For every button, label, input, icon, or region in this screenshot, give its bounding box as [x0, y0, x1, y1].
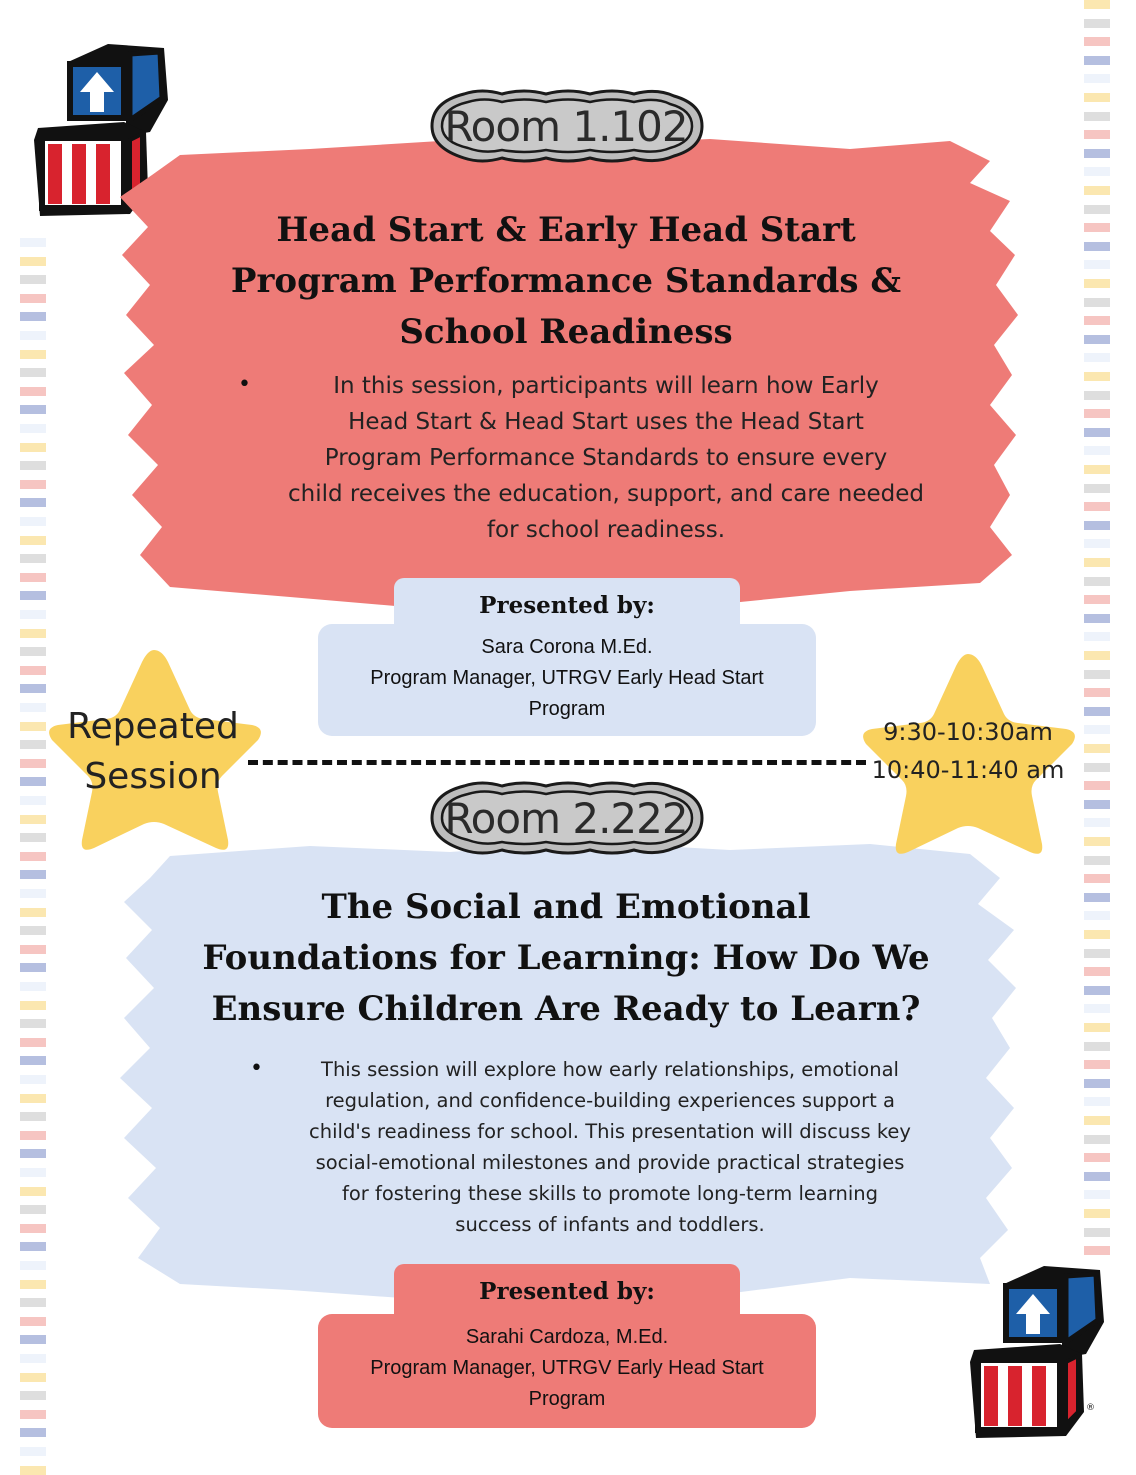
description-line: regulation, and confidence-building experiences support a — [325, 1089, 895, 1112]
stripe-dash — [20, 1428, 46, 1437]
stripe-dash — [1084, 986, 1110, 995]
stripe-dash — [1084, 818, 1110, 827]
stripe-dash — [1084, 1004, 1110, 1013]
repeated-session-text — [58, 702, 248, 802]
stripe-dash — [20, 1280, 46, 1289]
stripe-dash — [1084, 1135, 1110, 1144]
stripe-dash — [20, 1317, 46, 1326]
stripe-dash — [20, 405, 46, 414]
session-divider — [248, 760, 866, 765]
stripe-dash — [20, 238, 46, 247]
stripe-dash — [1084, 1153, 1110, 1162]
session-1-presenter — [318, 624, 816, 736]
stripe-dash — [1084, 186, 1110, 195]
stripe-dash — [1084, 484, 1110, 493]
stripe-dash — [20, 461, 46, 470]
description-line: Head Start & Head Start uses the Head Start — [348, 409, 864, 435]
session-2-description — [250, 1054, 940, 1240]
stripe-dash — [1084, 632, 1110, 641]
session-2-title — [160, 882, 972, 1035]
presenter-name: Sarahi Cardoza, M.Ed. — [465, 1326, 669, 1348]
session-1-title-line: Program Performance Standards & — [230, 261, 902, 301]
description-line: for school readiness. — [486, 517, 726, 543]
stripe-dash — [1084, 1228, 1110, 1237]
stripe-dash — [1084, 149, 1110, 158]
stripe-dash — [20, 275, 46, 284]
stripe-dash — [20, 331, 46, 340]
stripe-dash — [20, 424, 46, 433]
stripe-dash — [20, 1149, 46, 1158]
session-2-presented-by-label: Presented by: — [394, 1264, 740, 1318]
description-line: child receives the education, support, and care needed — [288, 481, 924, 507]
stripe-dash — [20, 1391, 46, 1400]
stripe-dash — [20, 1373, 46, 1382]
description-line: child's readiness for school. This presentation will discuss key — [309, 1120, 911, 1143]
stripe-dash — [1084, 893, 1110, 902]
room-1-badge — [424, 86, 708, 166]
session-1-description-text — [274, 368, 938, 548]
stripe-dash — [1084, 837, 1110, 846]
stripe-dash — [1084, 428, 1110, 437]
stripe-dash — [1084, 1042, 1110, 1051]
stripe-dash — [1084, 688, 1110, 697]
stripe-dash — [20, 1001, 46, 1010]
stripe-dash — [20, 591, 46, 600]
svg-text:®: ® — [1086, 1403, 1095, 1413]
stripe-dash — [1084, 335, 1110, 344]
stripe-dash — [20, 1112, 46, 1121]
session-1-title-line: Head Start & Early Head Start — [276, 210, 856, 250]
stripe-dash — [20, 945, 46, 954]
stripe-dash — [20, 1447, 46, 1456]
stripe-dash — [1084, 725, 1110, 734]
stripe-dash — [1084, 539, 1110, 548]
session-times — [864, 713, 1072, 789]
stripe-dash — [20, 350, 46, 359]
session-1-description — [238, 368, 938, 548]
time-slot-1: 9:30-10:30am — [883, 718, 1053, 746]
stripe-dash — [1084, 446, 1110, 455]
stripe-dash — [1084, 595, 1110, 604]
stripe-dash — [1084, 1246, 1110, 1255]
stripe-dash — [1084, 614, 1110, 623]
stripe-dash — [20, 889, 46, 898]
description-line: In this session, participants will learn how Early — [333, 373, 879, 399]
stripe-dash — [20, 908, 46, 917]
session-2-description-text — [280, 1054, 940, 1240]
stripe-dash — [1084, 279, 1110, 288]
stripe-dash — [1084, 167, 1110, 176]
session-2-title-line: The Social and Emotional — [321, 887, 811, 927]
stripe-dash — [1084, 1116, 1110, 1125]
stripe-dash — [20, 1261, 46, 1270]
stripe-dash — [20, 1019, 46, 1028]
stripe-dash — [1084, 800, 1110, 809]
stripe-dash — [1084, 874, 1110, 883]
stripe-dash — [20, 387, 46, 396]
presenter-role: Program Manager, UTRGV Early Head Start — [370, 667, 764, 689]
repeated-line: Repeated — [67, 706, 239, 747]
stripe-dash — [20, 1335, 46, 1344]
stripe-dash — [20, 517, 46, 526]
stripe-dash — [1084, 1190, 1110, 1199]
stripe-dash — [20, 1205, 46, 1214]
stripe-dash — [20, 443, 46, 452]
stripe-dash — [1084, 223, 1110, 232]
stripe-dash — [1084, 1172, 1110, 1181]
stripe-dash — [1084, 130, 1110, 139]
stripe-dash — [20, 1131, 46, 1140]
presenter-role: Program Manager, UTRGV Early Head Start — [370, 1357, 764, 1379]
stripe-dash — [1084, 967, 1110, 976]
stripe-dash — [1084, 260, 1110, 269]
stripe-dash — [1084, 56, 1110, 65]
stripe-dash — [1084, 74, 1110, 83]
stripe-dash — [1084, 372, 1110, 381]
stripe-dash — [1084, 298, 1110, 307]
bullet-icon: • — [238, 372, 251, 397]
stripe-dash — [1084, 911, 1110, 920]
stripe-dash — [1084, 19, 1110, 28]
description-line: for fostering these skills to promote long-term learning — [341, 1182, 879, 1205]
stripe-dash — [1084, 0, 1110, 9]
stripe-dash — [20, 1168, 46, 1177]
room-1-label: Room 1.102 — [444, 101, 688, 151]
stripe-dash — [20, 926, 46, 935]
stripe-dash — [20, 1298, 46, 1307]
stripe-dash — [1084, 670, 1110, 679]
stripe-dash — [20, 1187, 46, 1196]
stripe-dash — [20, 294, 46, 303]
stripe-dash — [20, 870, 46, 879]
stripe-dash — [20, 610, 46, 619]
stripe-dash — [1084, 1060, 1110, 1069]
stripe-dash — [1084, 409, 1110, 418]
description-line: This session will explore how early relationships, emotional — [321, 1058, 899, 1081]
session-1-title-line: School Readiness — [399, 312, 733, 352]
stripe-dash — [1084, 1209, 1110, 1218]
stripe-dash — [1084, 353, 1110, 362]
description-line: social-emotional milestones and provide practical strategies — [315, 1151, 905, 1174]
stripe-dash — [1084, 577, 1110, 586]
stripe-dash — [20, 554, 46, 563]
stripe-dash — [1084, 1097, 1110, 1106]
stripe-dash — [1084, 949, 1110, 958]
stripe-dash — [20, 963, 46, 972]
stripe-dash — [1084, 781, 1110, 790]
stripe-dash — [1084, 744, 1110, 753]
bullet-icon: • — [250, 1056, 263, 1081]
stripe-dash — [1084, 205, 1110, 214]
description-line: Program Performance Standards to ensure every — [324, 445, 888, 471]
time-slot-2: 10:40-11:40 am — [871, 756, 1065, 784]
stripe-dash — [1084, 112, 1110, 121]
session-2-title-line: Ensure Children Are Ready to Learn? — [211, 989, 921, 1029]
session-2-presenter — [318, 1314, 816, 1428]
stripe-dash — [1084, 856, 1110, 865]
stripe-dash — [1084, 316, 1110, 325]
stripe-dash — [1084, 930, 1110, 939]
description-line: success of infants and toddlers. — [455, 1213, 765, 1236]
stripe-dash — [20, 1038, 46, 1047]
stripe-dash — [1084, 1079, 1110, 1088]
stripe-dash — [1084, 558, 1110, 567]
stripe-dash — [20, 257, 46, 266]
session-line: Session — [84, 756, 222, 797]
session-1-presented-by-label: Presented by: — [394, 578, 740, 632]
stripe-dash — [20, 1242, 46, 1251]
stripe-dash — [20, 573, 46, 582]
presenter-role-cont: Program — [528, 698, 606, 720]
stripe-dash — [1084, 521, 1110, 530]
stripe-dash — [1084, 502, 1110, 511]
stripe-dash — [20, 312, 46, 321]
presenter-role-cont: Program — [528, 1388, 606, 1410]
stripe-dash — [20, 1410, 46, 1419]
stripe-dash — [20, 1056, 46, 1065]
stripe-dash — [1084, 651, 1110, 660]
stripe-dash — [1084, 707, 1110, 716]
stripe-dash — [20, 480, 46, 489]
session-1-title — [160, 205, 972, 358]
stripe-dash — [20, 629, 46, 638]
session-2-title-line: Foundations for Learning: How Do We — [202, 938, 930, 978]
stripe-dash — [1084, 391, 1110, 400]
stripe-dash — [1084, 763, 1110, 772]
room-2-badge — [424, 778, 708, 858]
stripe-dash — [20, 368, 46, 377]
stripe-dash — [1084, 465, 1110, 474]
stripe-dash — [20, 982, 46, 991]
room-2-label: Room 2.222 — [444, 793, 688, 843]
stripe-dash — [20, 1094, 46, 1103]
stripe-dash — [20, 536, 46, 545]
stripe-dash — [20, 1354, 46, 1363]
stripe-dash — [1084, 242, 1110, 251]
right-stripe-border — [1084, 0, 1110, 1474]
stripe-dash — [1084, 1023, 1110, 1032]
stripe-dash — [1084, 37, 1110, 46]
stripe-dash — [20, 1224, 46, 1233]
stripe-dash — [20, 498, 46, 507]
stripe-dash — [1084, 93, 1110, 102]
presenter-name: Sara Corona M.Ed. — [481, 636, 653, 658]
stripe-dash — [20, 1075, 46, 1084]
